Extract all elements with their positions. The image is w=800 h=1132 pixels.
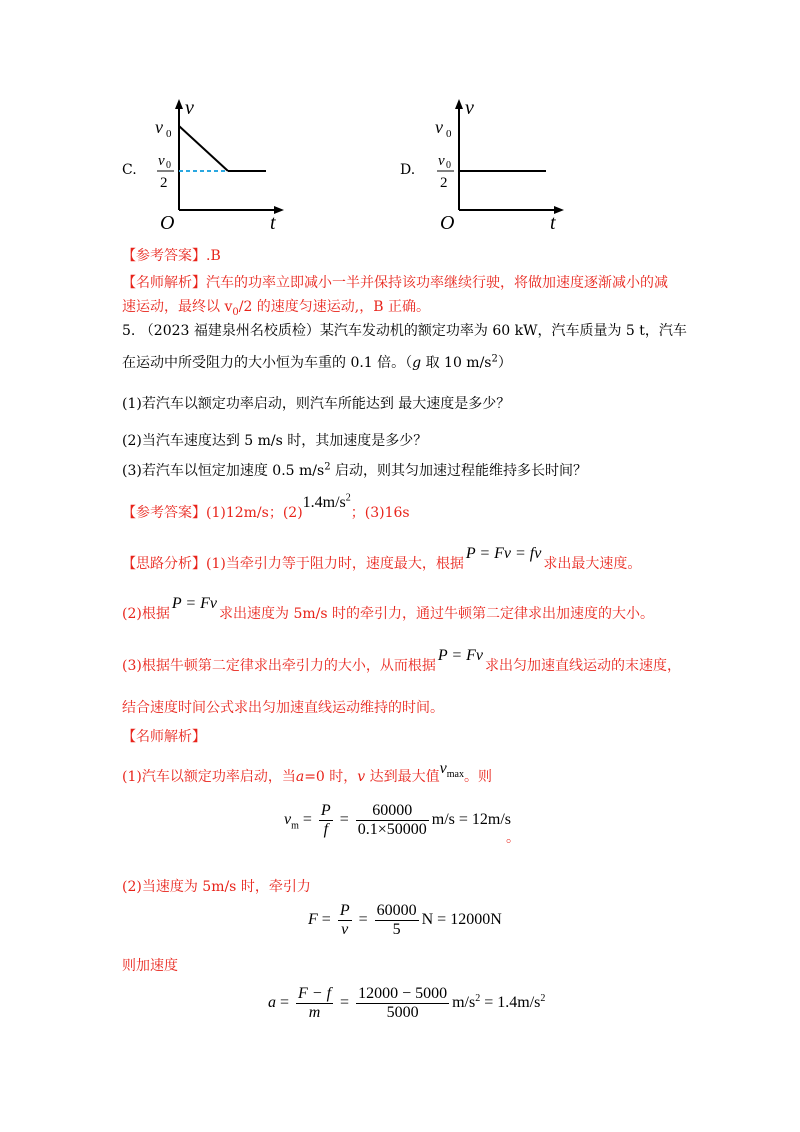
eq2: F = $\frac{P}{v}$ = $\frac{60000}{5}$ N = 12000N <box>308 902 502 938</box>
q4-analysis-line2-b: /2 的速度匀速运动,，B 正确。 <box>238 299 430 315</box>
graph-d-half-den: 2 <box>440 175 448 191</box>
graph-c <box>150 95 290 235</box>
graph-c-v0-sub: 0 <box>166 128 172 140</box>
q5-idea3-b: 求出匀加速直线运动的末速度， <box>485 658 681 674</box>
eq3-tail-sup2: 2 <box>540 992 546 1004</box>
eq1-den2: 0.1×50000 <box>357 821 427 838</box>
q5-stem-line1: 5. （2023 福建泉州名校质检）某汽车发动机的额定功率为 60 kW，汽车质量为 5 t，汽车 <box>122 323 687 339</box>
eq3-tail-a: m/s <box>452 994 476 1012</box>
q4-analysis-label: 【名师解析】 <box>122 275 206 291</box>
q5-idea-label: 【思路分析】 <box>122 556 206 572</box>
graph-d-v0: v <box>435 117 443 137</box>
eq2-lhs: F <box>308 911 318 929</box>
eq1: $v_m$ = $\frac{P}{f}$ = $\frac{60000}{0.1\times 50000}$ m/s = 12m/s <box>284 802 512 838</box>
graph-c-t-label: t <box>270 212 276 234</box>
eq3-num2: 12000 − 5000 <box>358 985 448 1002</box>
q5-sol1-v: v <box>357 769 366 785</box>
graph-c-half-num-sub: 0 <box>166 160 171 171</box>
eq3-num1: F − f <box>298 985 332 1002</box>
q5-stem-g: g <box>412 355 422 371</box>
eq3: a = $\frac{F - f}{m}$ = $\frac{12000 - 5000}{5000}$ $m/s^2 = 1.4m/s^2$ <box>268 985 546 1021</box>
eq1-den1: f <box>323 821 329 838</box>
q5-sub3 <box>122 460 587 480</box>
eq1-frac1 <box>319 802 333 839</box>
q4-analysis-line2-a: 速运动，最终以 v <box>122 299 233 315</box>
q5-sol1 <box>122 760 492 788</box>
q5-sol2: (2)当速度为 5m/s 时，牵引力 <box>122 879 311 895</box>
graph-c-v-label: v <box>185 97 194 119</box>
q5-idea1-a: (1)当牵引力等于阻力时，速度最大，根据 <box>206 556 464 572</box>
q5-ref-a: (1)12m/s；(2) <box>206 505 303 521</box>
eq2-num2: 60000 <box>376 902 417 919</box>
eq1-num1: P <box>320 802 331 819</box>
q5-stem-line2-a: 在运动中所受阻力的大小恒为车重的 0.1 倍。（ <box>122 355 413 371</box>
option-d-label: D. <box>400 162 416 178</box>
q5-sol1-a: (1)汽车以额定功率启动，当 <box>122 769 296 785</box>
q4-analysis-line1 <box>122 272 668 292</box>
q5-stem-line2 <box>122 352 512 372</box>
q5-ref-label: 【参考答案】 <box>122 505 206 521</box>
q5-sub3-sup: 2 <box>324 461 331 473</box>
q5-ref-math <box>303 494 351 511</box>
q5-sub3-b: 启动，则其匀加速过程能维持多长时间？ <box>330 463 588 479</box>
q5-idea3-math: P = Fv <box>437 647 483 664</box>
eq3-frac1 <box>296 985 333 1022</box>
q5-ref-b: ；(3)16s <box>350 505 410 521</box>
q5-ref-math-text: 1.4m/s <box>302 494 346 511</box>
option-c-label: C. <box>122 162 137 178</box>
q5-idea-line2 <box>122 595 654 623</box>
q5-idea2-b: 求出速度为 5m/s 时的牵引力，通过牛顿第二定律求出加速度的大小。 <box>219 606 654 622</box>
q4-answer-value: .B <box>206 248 221 264</box>
graph-d <box>430 95 570 235</box>
q5-ref-answer <box>122 492 410 522</box>
q5-idea1-b: 求出最大速度。 <box>543 556 642 572</box>
q5-sol1-d: 。则 <box>464 769 492 785</box>
q5-idea2-a: (2)根据 <box>122 606 170 622</box>
eq2-den1: v <box>341 921 349 938</box>
graph-d-v0-sub: 0 <box>446 128 452 140</box>
q4-answer-label: 【参考答案】 <box>122 248 206 264</box>
q5-idea-line3 <box>122 647 681 675</box>
eq1-lhs-sub: m <box>291 820 299 832</box>
q5-stem-sup: 2 <box>491 353 498 365</box>
q4-analysis-line2 <box>122 296 430 318</box>
q5-sol3: 则加速度 <box>122 958 178 974</box>
eq3-frac2 <box>356 985 449 1022</box>
graph-d-half-num-sub: 0 <box>446 160 451 171</box>
q5-sol-label: 【名师解析】 <box>122 729 206 745</box>
graph-c-decel-line <box>179 126 228 171</box>
eq1-lhs: v <box>284 811 292 829</box>
q5-sol1-c: 达到最大值 <box>365 769 440 785</box>
q5-sol1-vmax-v: v <box>439 760 447 777</box>
q5-sol1-vmax <box>439 760 464 781</box>
q4-answer <box>122 245 221 265</box>
graph-d-half-num: v <box>438 153 445 169</box>
graph-d-t-label: t <box>550 212 556 234</box>
graph-d-v-label: v <box>465 97 474 119</box>
graph-c-half-den: 2 <box>160 175 168 191</box>
q5-stem-line2-c: ） <box>497 355 512 371</box>
eq3-den2: 5000 <box>386 1004 419 1021</box>
q5-idea-line4: 结合速度时间公式求出匀加速直线运动维持的时间。 <box>122 700 444 716</box>
eq2-tail: N = 12000N <box>421 911 502 929</box>
graph-c-half-num: v <box>158 153 165 169</box>
graph-c-origin: O <box>160 212 175 234</box>
q5-idea3-a: (3)根据牛顿第二定律求出牵引力的大小，从而根据 <box>122 658 436 674</box>
graph-c-y-arrow <box>175 99 183 109</box>
eq2-frac1 <box>338 902 352 939</box>
eq2-num1: P <box>339 902 350 919</box>
q4-analysis-text: 汽车的功率立即减小一半并保持该功率继续行驶，将做加速度逐渐减小的减 <box>206 275 668 291</box>
graph-d-origin: O <box>440 212 455 234</box>
eq3-den1: m <box>308 1004 321 1021</box>
eq2-den2: 5 <box>392 921 401 938</box>
eq3-tail-b: = 1.4m/s <box>480 994 541 1012</box>
eq3-lhs: a <box>268 994 276 1012</box>
q5-sol1-vmax-sub: max <box>446 769 464 781</box>
q5-sub1: (1)若汽车以额定功率启动，则汽车所能达到 最大速度是多少？ <box>122 396 511 412</box>
q5-sol1-a-var: a <box>295 769 305 785</box>
eq3-tail-sup: 2 <box>475 992 481 1004</box>
q5-stem-line2-b: 取 10 m/s <box>421 355 492 371</box>
eq2-frac2 <box>375 902 419 939</box>
q5-idea2-math: P = Fv <box>171 595 217 612</box>
q5-ref-math-sup: 2 <box>345 492 351 504</box>
graph-c-v0: v <box>155 117 163 137</box>
eq1-end: 。 <box>506 830 520 846</box>
graph-d-y-arrow <box>455 99 463 109</box>
q5-sub2: (2)当汽车速度达到 5 m/s 时，其加速度是多少？ <box>122 433 428 449</box>
q5-idea-line1 <box>122 545 642 573</box>
eq1-frac2 <box>356 802 429 839</box>
q5-sub3-a: (3)若汽车以恒定加速度 0.5 m/s <box>122 463 325 479</box>
eq1-num2: 60000 <box>356 802 429 821</box>
q5-sol1-b: =0 时， <box>304 769 358 785</box>
q4-analysis-line2-sub: 0 <box>232 306 239 318</box>
q5-idea1-math: P = Fv = fv <box>465 545 542 562</box>
eq1-tail: m/s = 12m/s <box>431 811 512 829</box>
